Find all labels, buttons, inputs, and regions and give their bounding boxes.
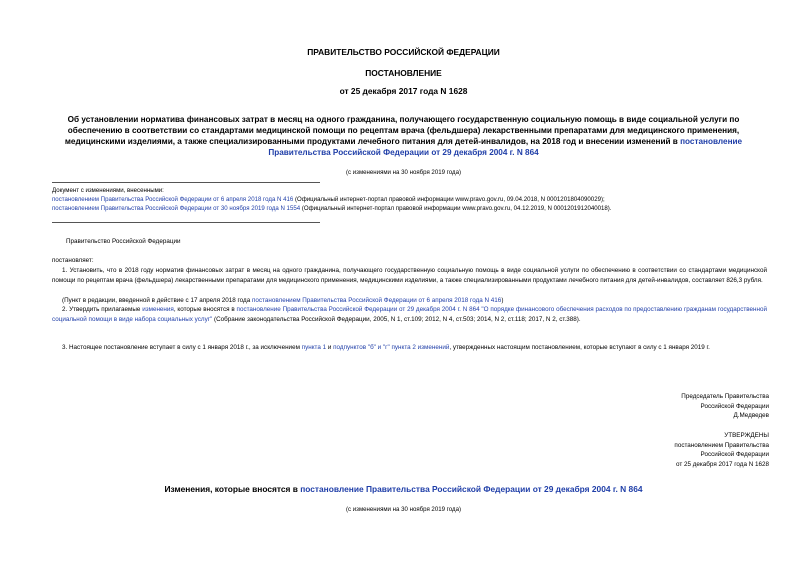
p3-link-subpoints[interactable]: подпунктов "б" и "г" пункта 2 изменений xyxy=(333,344,450,351)
changes-item xyxy=(52,204,767,213)
p2-link-resolution-864[interactable]: постановление Правительства Российской Федерации от 29 декабря 2004 г. N 864 "О порядке финансового обеспечения расходов по предоставлению гражданам государственной социальной помощи в виде набора социальных услуг" xyxy=(52,306,768,323)
signature-position: Председатель Правительства xyxy=(681,393,769,400)
revision-note: (с изменениями на 30 ноября 2019 года) xyxy=(346,169,461,176)
p2-text-c: (Собрание законодательства Российской Федерации, 2005, N 1, ст.109; 2012, N 4, ст.503; 2014, N 2, ст.118; 2017, N 2, ст.388). xyxy=(212,315,581,323)
signature-name: Д.Медведев xyxy=(733,412,769,420)
document-type-heading: ПОСТАНОВЛЕНИЕ xyxy=(365,68,442,78)
changes-revision-note: (с изменениями на 30 ноября 2019 года) xyxy=(346,506,461,513)
approval-heading: УТВЕРЖДЕНЫ xyxy=(724,432,769,439)
p3-text-c: , утвержденных настоящим постановлением, которые вступают в силу с 1 января 2019 г. xyxy=(449,344,710,351)
government-heading: ПРАВИТЕЛЬСТВО РОССИЙСКОЙ ФЕДЕРАЦИИ xyxy=(307,47,500,57)
p3-text-b: и xyxy=(326,344,334,351)
changes-item-source: (Официальный интернет-портал правовой информации www.pravo.gov.ru, 04.12.2019, N 0001201912040018). xyxy=(300,205,612,212)
approval-line: постановлением Правительства xyxy=(674,441,769,449)
note-link-resolution-416[interactable]: постановлением Правительства Российской Федерации от 6 апреля 2018 года N 416 xyxy=(251,297,502,304)
note-end: ) xyxy=(501,297,504,304)
changes-item xyxy=(52,195,767,204)
changes-box-intro: Документ с изменениями, внесенными: xyxy=(52,187,164,194)
p3-link-point-1[interactable]: пункта 1 xyxy=(301,344,327,351)
paragraph-2 xyxy=(52,305,767,324)
document-title xyxy=(52,114,755,158)
document-title-text: Об установлении норматива финансовых затрат в месяц на одного гражданина, получающего государственную социальную помощь в виде социальной услуги по обеспечению в соответствии со стандартами медицинской помощи по рецептам врача (фельдшера) лекарственными препаратами для медицинского применения, медицинскими изделиями, а также специализированными продуктами лечебного питания для детей-инвалидов, на 2018 год и внесении изменений в xyxy=(64,115,740,146)
changes-item-link[interactable]: постановлением Правительства Российской Федерации от 6 апреля 2018 года N 416 xyxy=(52,196,294,203)
document-date-number: от 25 декабря 2017 года N 1628 xyxy=(339,86,468,96)
paragraph-1: 1. Установить, что в 2018 году норматив финансовых затрат в месяц на одного гражданина, получающего государственную социальную помощь в виде социальной услуги по обеспечению в соответствии со стандартами медицинской помощи по рецептам врача (фельдшера) лекарственными препаратами для медицинского применения, медицинскими изделиями, а также специализированными продуктами лечебного питания для детей-инвалидов, составляет 826,3 рубля. xyxy=(52,267,767,284)
changes-item-link[interactable]: постановлением Правительства Российской Федерации от 30 ноября 2019 года N 1554 xyxy=(52,205,301,212)
signature-block xyxy=(681,392,769,421)
approval-block xyxy=(674,431,769,469)
signature-country: Российской Федерации xyxy=(700,402,769,410)
changes-item-source: (Официальный интернет-портал правовой информации www.pravo.gov.ru, 09.04.2018, N 0001201804090029); xyxy=(293,196,605,203)
p2-text-b: , которые вносятся в xyxy=(173,306,237,313)
title-link-resolution-864[interactable]: постановление Правительства Российской Федерации от 29 декабря 2004 г. N 864 xyxy=(268,137,743,157)
p2-link-changes[interactable]: изменения xyxy=(142,306,174,313)
changes-box-bottom-rule xyxy=(52,222,320,223)
p3-text-a: 3. Настоящее постановление вступает в силу с 1 января 2018 г., за исключением xyxy=(62,344,302,351)
changes-box xyxy=(52,186,767,213)
changes-box-top-rule xyxy=(52,182,320,183)
approval-date: от 25 декабря 2017 года N 1628 xyxy=(675,460,769,468)
p2-text-a: 2. Утвердить прилагаемые xyxy=(62,306,143,313)
changes-heading-text: Изменения, которые вносятся в xyxy=(164,484,301,494)
changes-heading-link-resolution-864[interactable]: постановление Правительства Российской Федерации от 29 декабря 2004 г. N 864 xyxy=(300,484,643,494)
changes-heading xyxy=(0,484,807,494)
note-text: (Пункт в редакции, введенной в действие с 17 апреля 2018 года xyxy=(62,297,252,304)
approval-line: Российской Федерации xyxy=(700,451,769,459)
paragraph-3 xyxy=(52,343,767,353)
resolves-text: постановляет: xyxy=(52,257,94,264)
issuer-text: Правительство Российской Федерации xyxy=(66,238,181,245)
